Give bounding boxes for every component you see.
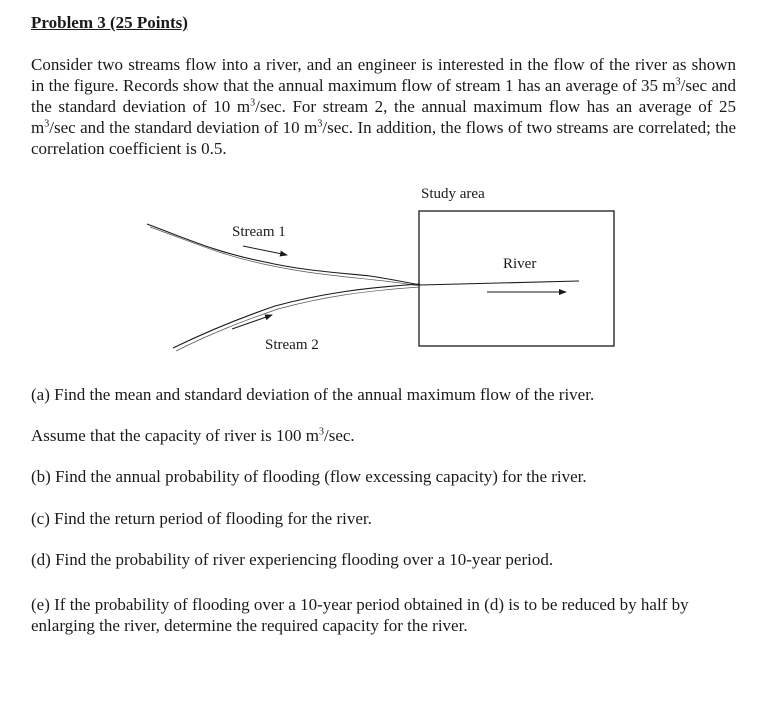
assumption-exponent: 3 (318, 426, 324, 438)
river-channel (420, 281, 579, 285)
river-label: River (503, 256, 537, 272)
exponent-3: 3 (44, 118, 50, 130)
exponent-4: 3 (317, 118, 323, 130)
assumption-text: Assume that the capacity of river is 100 m (31, 426, 319, 445)
problem-intro (31, 54, 736, 159)
question-d: (d) Find the probability of river experiencing flooding over a 10-year period. (31, 550, 554, 569)
study-area-label: Study area (421, 186, 485, 202)
question-c: (c) Find the return period of flooding for the river. (31, 509, 372, 528)
exponent-2: 3 (250, 97, 256, 109)
intro-text-2: /sec and the standard deviation of 10 m (31, 76, 736, 116)
question-b: (b) Find the annual probability of flooding (flow excessing capacity) for the river. (31, 467, 587, 486)
assumption-unit: /sec. (323, 426, 355, 445)
intro-text-5: /sec. In addition, the flows of two streams are correlated; the correlation coefficient is 0.5. (31, 118, 737, 158)
stream-1-channel (147, 224, 420, 285)
stream-1-channel-bank (150, 227, 420, 286)
study-area-box (419, 211, 614, 346)
question-e: (e) If the probability of flooding over a 10-year period obtained in (d) is to be reduced by half by enlarging the river, determine the required capacity for the river. (31, 595, 689, 635)
stream-2-flow-arrow (232, 315, 272, 329)
stream-2-channel-bank (176, 287, 420, 351)
problem-title: Problem 3 (25 Points) (31, 13, 188, 32)
stream-1-label: Stream 1 (232, 224, 286, 240)
intro-text-1: Consider two streams flow into a river, and an engineer is interested in the flow of the river as shown in the figure. Records show that the annual maximum flow of stream 1 has an average of 35 m (31, 55, 736, 95)
stream-2-channel (173, 284, 420, 348)
question-a: (a) Find the mean and standard deviation of the annual maximum flow of the river. (31, 385, 595, 404)
intro-text-3: /sec. For stream 2, the annual maximum flow has an average of 25 m (31, 97, 736, 137)
intro-text-4: /sec and the standard deviation of 10 m (49, 118, 318, 137)
capacity-assumption (31, 425, 741, 446)
stream-2-label: Stream 2 (265, 337, 319, 353)
stream-1-flow-arrow (243, 246, 287, 255)
exponent-1: 3 (675, 76, 681, 88)
